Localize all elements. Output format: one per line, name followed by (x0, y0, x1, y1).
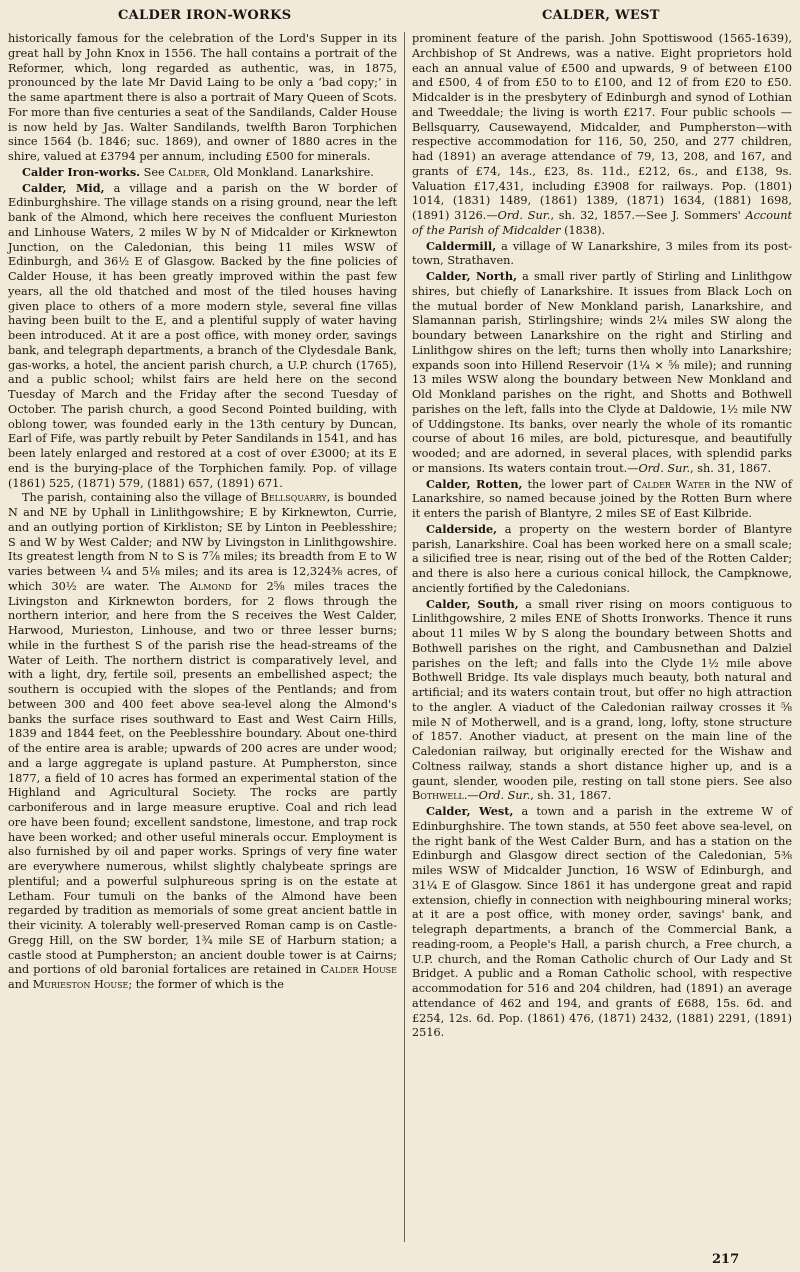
entry-text: a property on the western border of Blantyre parish, Lanarkshire. Coal has been worked here on a small scale; a silicified tree is near, rising out of the bed of the Rotten Calder; and there is also here a curious conical hillock, the Campknowe, anciently fortified by the Caledonians. (412, 522, 792, 595)
paragraph-text: for 2⅝ miles traces the Livingston and Kirknewton borders, for 2 flows through the northern interior, and here from the S receives the West Calder, Harwood, Murieston, Linhouse, and two or three lesser burns; while in the furthest S of the parish rise the head-streams of the Water of Leith. The northern district is comparatively level, and with a light, dry, fertile soil, presents an embellished aspect; the southern is occupied with the slopes of the Pentlands; and from between 300 and 400 feet above sea-level along the Almond's banks the surface rises southward to East and West Cairn Hills, 1839 and 1844 feet, on the Peeblesshire boundary. About one-third of the entire area is arable; upwards of 200 acres are under wood; and a large aggregate is upland pasture. At Pumpherston, since 1877, a field of 10 acres has formed an experimental station of the Highland and Agricultural Society. The rocks are partly carboniferous and in large measure eruptive. Coal and rich lead ore have been found; excellent sandstone, limestone, and trap rock have been worked; and other useful minerals occur. Employment is also furnished by oil and paper works. Springs of very fine water are everywhere numerous, whilst slightly chalybeate springs are plentiful; and a powerful sulphureous spring is on the estate at Letham. Four tumuli on the banks of the Almond have been regarded by tradition as memorials of some great ancient battle in their vicinity. A tolerably well-preserved Roman camp is on Castle-Gregg Hill, on the SW border, 1¾ mile SE of Harburn station; a castle stood at Pumpherston; an ancient double tower is at Cairns; and portions of old baronial fortalices are retained in (8, 579, 397, 977)
cross-reference: Murieston House (32, 978, 129, 991)
entry-caldermill (412, 239, 792, 270)
calder-mid-parish-paragraph (8, 491, 397, 993)
cross-reference: Bothwell (412, 789, 464, 803)
entry-calder-west (412, 804, 792, 1041)
paragraph-text: ; the former of which is the (128, 978, 284, 991)
entry-calder-north (412, 269, 792, 477)
cross-reference: Calder House (320, 963, 398, 977)
left-column (8, 32, 397, 993)
entry-calder-mid (8, 181, 397, 492)
header-right: CALDER, WEST (542, 8, 660, 23)
entry-text: a village and a parish on the W border of Edinburghshire. The village stands on a rising ground, near the left bank of the Almond, which here receives the confluent Murieston and Linhouse Waters, 2 miles W by N of Midcalder or Kirknewton Junction, on the Caledonian, this being 11 miles WSW of Edinburgh, and 36½ E of Glasgow. Backed by the fine policies of Calder House, it has been greatly improved within the past few years, all the old thatched and most of the tiled houses having given place to others of a more modern style, several fine villas having been built to the E, and a plentiful supply of water having been introduced. At it are a post office, with money order, savings bank, and telegraph departments, a branch of the Clydesdale Bank, gas-works, a hotel, the ancient parish church, a U.P. church (1765), and a public school; whilst fairs are held here on the second Tuesday of March and the Friday after the second Tuesday of October. The parish church, a good Second Pointed building, with oblong tower, was founded early in the 13th century by Duncan, Earl of Fife, was partly rebuilt by Peter Sandilands in 1541, and has been lately enlarged and restored at a cost of over £3000; at its E end is the burying-place of the Torphichen family. Pop. of village (1861) 525, (1871) 579, (1881) 657, (1891) 671. (8, 181, 397, 490)
cross-reference: Almond (189, 579, 232, 593)
paragraph-text: , is bounded N and NE by Uphall in Linlithgowshire; E by Kirknewton, Currie, and an outlying portion of Kirkliston; SE by Linton in Peeblesshire; S and W by West Calder; and NW by Livingston in Linlithgowshire. Its greatest length from N to S is 7⅞ miles; its breadth from E to W varies between ¼ and 5⅛ miles; and its area is 12,324⅜ acres, of which 30½ are water. The (8, 491, 397, 593)
paragraph-text: and (8, 978, 33, 991)
right-column (412, 32, 792, 1041)
entry-text: a village of W Lanarkshire, 3 miles from its post-town, Strathaven. (412, 239, 792, 268)
header-left: CALDER IRON-WORKS (118, 8, 292, 23)
entry-text: the lower part of (522, 477, 633, 491)
book-title: Account of the Parish of Midcalder (412, 209, 792, 237)
entry-calder-rotten (412, 477, 792, 522)
paragraph-text: , sh. 32, 1857.—See J. Sommers' (550, 209, 746, 222)
entry-text: , sh. 31, 1867. (690, 461, 772, 475)
cross-reference: Calder Water (632, 477, 711, 491)
entry-calder-iron-works (8, 165, 397, 181)
entry-text: a small river rising on moors contiguous to Linlithgowshire, 2 miles ENE of Shotts Ironworks. Thence it runs about 11 miles W by S along the boundary between Shotts and Bothwell parishes on the right, and Cambusnethan and Dalziel parishes on the left; and falls into the Clyde 1½ mile above Bothwell Bridge. Its vale displays much beauty, both natural and artificial; and its waters contain trout, but offer no high attraction to the angler. A viaduct of the Caledonian railway crosses it ⅝ mile N of Motherwell, and is a grand, long, lofty, stone structure of 1857. Another viaduct, at present on the main line of the Caledonian railway, but originally erected for the Wishaw and Coltness railway, stands a short distance higher up, and is a gaunt, slender, wooden pile, resting on tall stone piers. See also (412, 597, 792, 788)
entry-heading: Calder, South, (426, 596, 519, 611)
entry-heading: Calder, Mid, (22, 180, 105, 195)
calder-house-continuation (8, 32, 397, 165)
ordnance-survey-ref: Ord. Sur. (638, 461, 691, 475)
entry-text: a town and a parish in the extreme W of Edinburghshire. The town stands, at 550 feet above sea-level, on the right bank of the West Calder Burn, and has a station on the Edinburgh and Glasgow direct section of the Caledonian, 5⅜ miles WSW of Midcalder Junction, 16 WSW of Edinburgh, and 31¼ E of Glasgow. Since 1861 it has undergone great and rapid extension, chiefly in connection with neighbouring mineral works; at it are a post office, with money order, savings' bank, and telegraph departments, a branch of the Commercial Bank, a reading-room, a People's Hall, a parish church, a Free church, a U.P. church, and the Roman Catholic church of Our Lady and St Bridget. A public and a Roman Catholic school, with respective accommodation for 516 and 204 children, had (1891) an average attendance of 462 and 194, and grants of £688, 15s. 6d. and £254, 12s. 6d. Pop. (1861) 476, (1871) 2432, (1881) 2291, (1891) 2516. (412, 805, 792, 1040)
see-label: See (143, 165, 165, 179)
calder-mid-continuation (412, 32, 792, 239)
paragraph-text: The parish, containing also the village of (22, 491, 261, 505)
entry-heading: Calder, North, (426, 269, 518, 283)
entry-heading: Calder Iron-works. (22, 164, 141, 179)
entry-text: a small river partly of Stirling and Linlithgow shires, but chiefly of Lanarkshire. It issues from Black Loch on the mutual border of New Monkland parish, Lanarkshire, and Slamannan parish, Stirlingshire; winds 2¼ miles SW along the boundary between Lanarkshire on the right and Stirling and Linlithgow shires on the left; turns then wholly into Lanarkshire; expands soon into Hillend Reservoir (1¼ × ⅝ mile); and running 13 miles WSW along the boundary between New Monkland and Old Monkland parishes on the right, and Shotts and Bothwell parishes on the left, falls into the Clyde at Daldowie, 1½ mile NW of Uddingstone. Its banks, over nearly the whole of its romantic course of about 16 miles, are bold, picturesque, and beautifully wooded; and are adorned, in several places, with splendid parks or mansions. Its waters contain trout.— (412, 270, 793, 475)
page-number: 217 (712, 1252, 740, 1267)
entry-calderside (412, 522, 792, 597)
ordnance-survey-ref: Ord. Sur. (478, 789, 531, 803)
cross-reference: Calder (168, 165, 207, 179)
ordnance-survey-ref: Ord. Sur. (497, 209, 551, 222)
entry-heading: Calderside, (426, 521, 498, 536)
paragraph-text: (1838). (560, 223, 606, 237)
entry-text: , Old Monkland. Lanarkshire. (206, 165, 374, 179)
entry-text: in the NW of Lanarkshire, so named because joined by the Rotten Burn where it enters the parish of Blantyre, 2 miles SE of East Kilbride. (412, 477, 792, 520)
cross-reference: Bellsquarry (260, 491, 327, 505)
entry-text: , sh. 31, 1867. (530, 789, 612, 803)
entry-heading: Calder, Rotten, (426, 476, 523, 491)
entry-heading: Caldermill, (426, 238, 497, 253)
entry-text: .— (463, 789, 479, 803)
paragraph-text: historically famous for the celebration of the Lord's Supper in its great hall by John Knox in 1556. The hall contains a portrait of the Reformer, which, long regarded as authentic, was, in 1875, pronounced by the late Mr David Laing to be only a ‘bad copy;’ in the same apartment there is also a portrait of Mary Queen of Scots. For more than five centuries a seat of the Sandilands, Calder House is now held by Jas. Walter Sandilands, twelfth Baron Torphichen since 1564 (b. 1846; suc. 1869), and owner of 1880 acres in the shire, valued at £3794 per annum, including £500 for minerals. (8, 32, 397, 163)
column-rule (404, 32, 405, 1242)
paragraph-text: prominent feature of the parish. John Spottiswood (1565-1639), Archbishop of St Andrews, was a native. Eight proprietors hold each an annual value of £500 and upwards, 9 of between £100 and £500, 4 of from £50 to to £100, and 12 of from £20 to £50. Midcalder is in the presbytery of Edinburgh and synod of Lothian and Tweeddale; the living is worth £217. Four public schools — Bellsquarry, Causewayend, Midcalder, and Pumpherston—with respective accommodation for 116, 50, 250, and 277 children, had (1891) an average attendance of 79, 13, 208, and 167, and grants of £74, 14s., £23, 8s. 11d., £212, 6s., and £138, 9s. Valuation £17,431, including £3908 for railways. Pop. (1801) 1014, (1831) 1489, (1861) 1389, (1871) 1634, (1881) 1698, (1891) 3126.— (412, 32, 792, 222)
entry-calder-south (412, 597, 792, 805)
entry-heading: Calder, West, (426, 804, 514, 818)
running-header (0, 8, 800, 28)
